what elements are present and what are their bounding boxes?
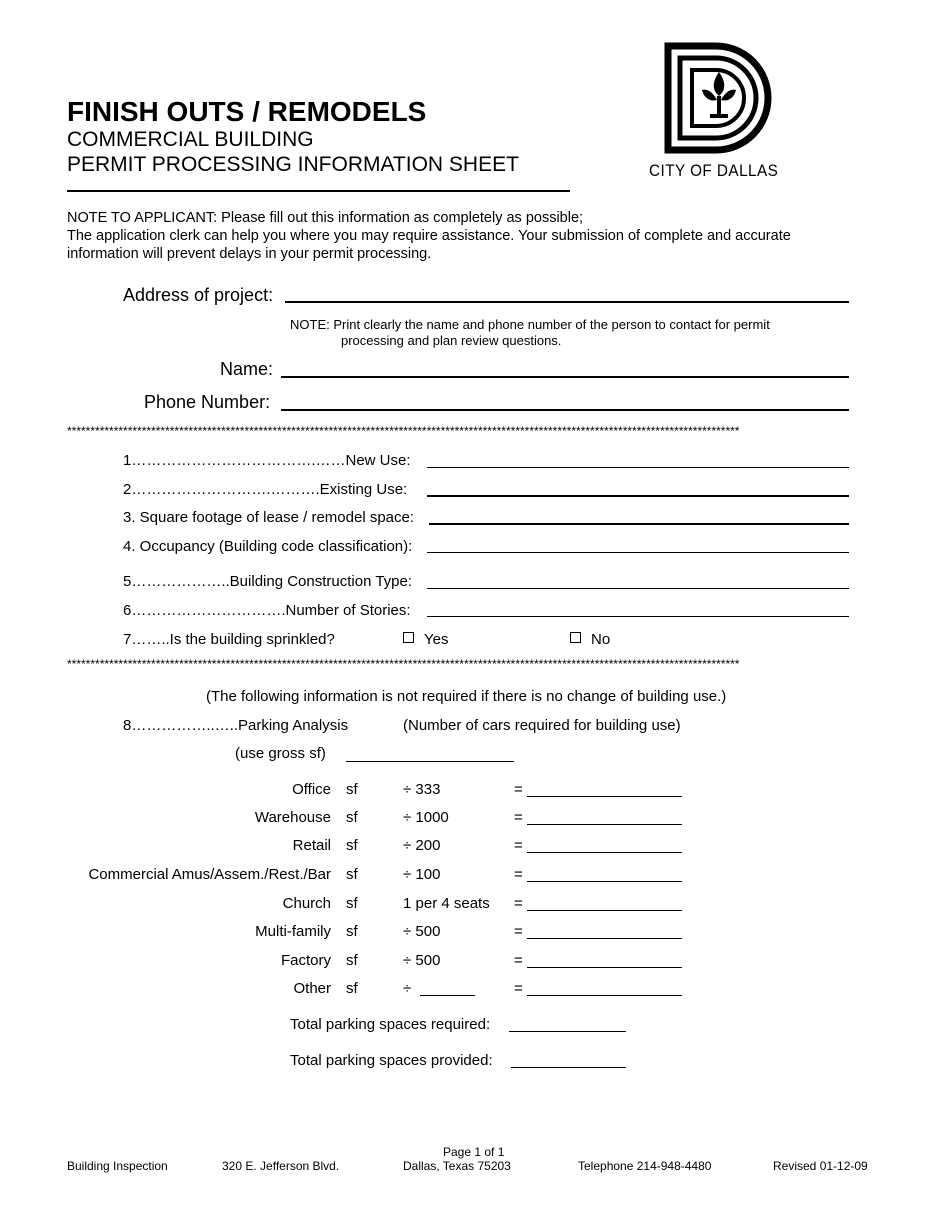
parking-row-unit: sf [346, 837, 358, 854]
parking-row-unit: sf [346, 866, 358, 883]
parking-row-unit: sf [346, 809, 358, 826]
parking-row-unit: sf [346, 781, 358, 798]
name-label: Name: [220, 359, 274, 379]
parking-row-divisor: ÷ 200 [403, 837, 441, 854]
parking-row-divisor: ÷ 100 [403, 866, 441, 883]
page-subtitle-1: COMMERCIAL BUILDING [67, 128, 314, 151]
parking-row-divisor: ÷ [403, 980, 412, 997]
no-label: No [591, 631, 611, 648]
parking-row-equals: = [514, 923, 523, 940]
parking-row-label: Office [292, 781, 331, 798]
parking-row-divisor: ÷ 333 [403, 781, 441, 798]
address-field[interactable] [285, 301, 849, 303]
footer-dept: Building Inspection [67, 1159, 168, 1173]
sprinkled-no-option[interactable] [570, 631, 610, 648]
parking-row-result-field[interactable] [527, 824, 682, 825]
logo-text: CITY OF DALLAS [649, 161, 779, 180]
parking-row-result-field[interactable] [527, 995, 682, 996]
parking-row-result-field[interactable] [527, 910, 682, 911]
address-label: Address of project: [123, 285, 274, 305]
note-line-1: NOTE TO APPLICANT: Please fill out this information as completely as possible; [67, 210, 584, 226]
separator-2: ************************************************************************************************************************************************ [67, 657, 740, 671]
total-required-field[interactable] [509, 1031, 626, 1032]
parking-row-equals: = [514, 980, 523, 997]
parking-row-divisor: 1 per 4 seats [403, 895, 490, 912]
total-provided-label: Total parking spaces provided: [290, 1052, 493, 1069]
parking-row-label: Other [293, 980, 331, 997]
city-of-dallas-logo-icon [664, 42, 774, 154]
name-field[interactable] [281, 376, 849, 378]
phone-label: Phone Number: [144, 392, 271, 412]
parking-info: (The following information is not required if there is no change of building use.) [206, 688, 727, 705]
contact-note-line-1: NOTE: Print clearly the name and phone number of the person to contact for permit [290, 317, 770, 332]
parking-row-divisor: ÷ 500 [403, 923, 441, 940]
new-use-field[interactable] [427, 467, 849, 468]
note-line-3: information will prevent delays in your permit processing. [67, 246, 432, 262]
footer-city: Dallas, Texas 75203 [403, 1159, 511, 1173]
construction-type-field[interactable] [427, 588, 849, 589]
other-divisor-field[interactable] [420, 995, 475, 996]
parking-row-unit: sf [346, 923, 358, 940]
item-construction-type-label: 5………………..Building Construction Type: [123, 573, 413, 590]
parking-row-label: Commercial Amus/Assem./Rest./Bar [88, 866, 331, 883]
page-subtitle-2: PERMIT PROCESSING INFORMATION SHEET [67, 153, 519, 176]
separator-1: ************************************************************************************************************************************************ [67, 424, 740, 438]
parking-row-equals: = [514, 809, 523, 826]
total-provided-field[interactable] [511, 1067, 626, 1068]
square-footage-field[interactable] [429, 523, 849, 525]
parking-heading: 8……………..…..Parking Analysis [123, 717, 349, 734]
total-required-label: Total parking spaces required: [290, 1016, 491, 1033]
footer-street: 320 E. Jefferson Blvd. [222, 1159, 340, 1173]
parking-row-result-field[interactable] [527, 796, 682, 797]
parking-row-label: Church [282, 895, 331, 912]
parking-row-equals: = [514, 837, 523, 854]
footer-phone: Telephone 214-948-4480 [578, 1159, 712, 1173]
parking-row-equals: = [514, 866, 523, 883]
footer-page: Page 1 of 1 [443, 1145, 505, 1159]
parking-row-label: Multi-family [255, 923, 331, 940]
sprinkled-yes-option[interactable] [403, 631, 448, 648]
parking-row-result-field[interactable] [527, 967, 682, 968]
yes-checkbox[interactable] [403, 632, 414, 643]
note-line-2: The application clerk can help you where you may require assistance. Your submission of complete and accurate [67, 228, 791, 244]
parking-row-unit: sf [346, 895, 358, 912]
parking-heading-note: (Number of cars required for building use) [403, 717, 681, 734]
contact-note-line-2: processing and plan review questions. [341, 333, 562, 348]
item-existing-use-label: 2……………………….……….Existing Use: [123, 481, 408, 498]
parking-row-result-field[interactable] [527, 938, 682, 939]
parking-row-unit: sf [346, 980, 358, 997]
page-title: FINISH OUTS / REMODELS [67, 96, 427, 127]
item-square-footage-label: 3. Square footage of lease / remodel space: [123, 509, 415, 526]
parking-row-unit: sf [346, 952, 358, 969]
yes-label: Yes [424, 631, 449, 648]
phone-field[interactable] [281, 409, 849, 411]
parking-row-result-field[interactable] [527, 881, 682, 882]
item-stories-label: 6………………………….Number of Stories: [123, 602, 411, 619]
parking-row-label: Factory [280, 952, 331, 969]
parking-row-equals: = [514, 952, 523, 969]
parking-row-equals: = [514, 781, 523, 798]
gross-sf-label: (use gross sf) [235, 745, 326, 762]
footer-revised: Revised 01-12-09 [773, 1159, 868, 1173]
item-sprinkled-label: 7……..Is the building sprinkled? [123, 631, 335, 648]
parking-row-equals: = [514, 895, 523, 912]
stories-field[interactable] [427, 616, 849, 617]
item-occupancy-label: 4. Occupancy (Building code classification): [123, 538, 413, 555]
parking-row-label: Warehouse [254, 809, 331, 826]
city-logo [664, 42, 774, 159]
occupancy-field[interactable] [427, 552, 849, 553]
title-underline [67, 190, 570, 192]
parking-row-label: Retail [292, 837, 331, 854]
parking-row-divisor: ÷ 1000 [403, 809, 449, 826]
no-checkbox[interactable] [570, 632, 581, 643]
item-new-use-label: 1……………………………….……New Use: [123, 452, 411, 469]
parking-row-result-field[interactable] [527, 852, 682, 853]
existing-use-field[interactable] [427, 495, 849, 497]
gross-sf-field[interactable] [346, 761, 514, 762]
parking-row-divisor: ÷ 500 [403, 952, 441, 969]
